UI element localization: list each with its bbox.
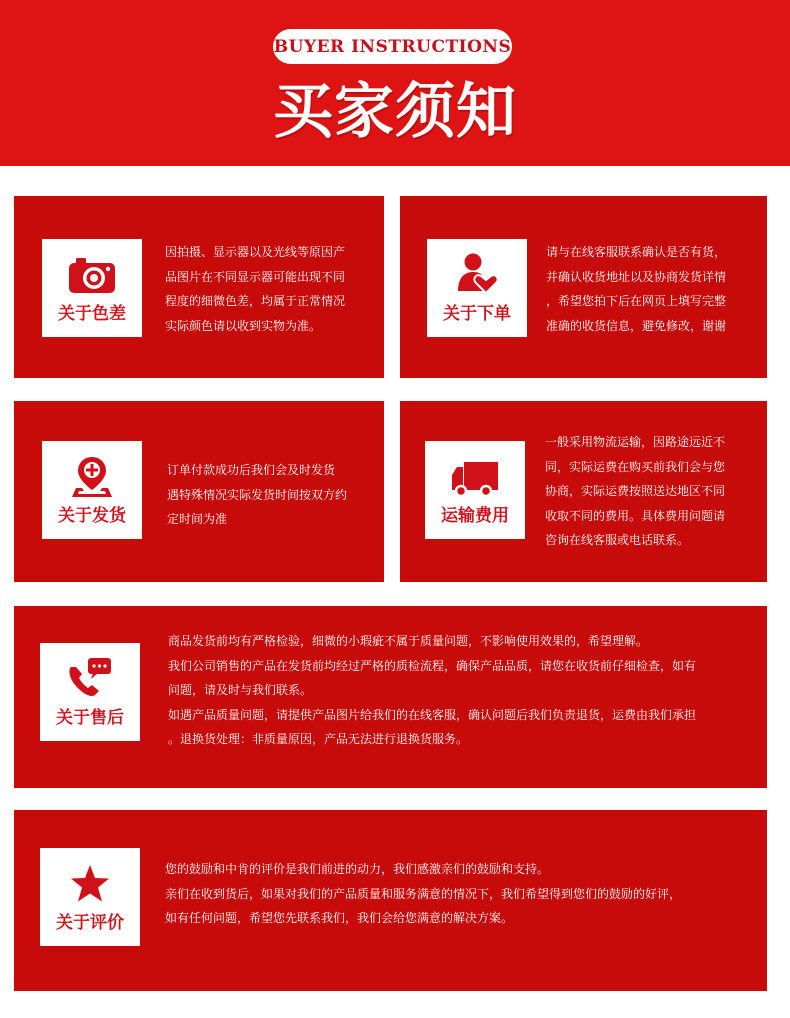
icon-box-order <box>427 239 527 337</box>
card-label-review: 关于评价 <box>56 913 124 933</box>
text-line: 请与在线客服联系确认是否有货， <box>546 245 727 259</box>
icon-box-color <box>42 239 142 337</box>
header-banner <box>0 0 790 166</box>
text-line: 商品发货前均有严格检验，细微的小瑕疵不属于质量问题，不影响使用效果的，希望理解。 <box>168 634 649 648</box>
text-line: 一般采用物流运输，因路途远近不 <box>545 435 726 449</box>
card-text-shipping <box>167 458 347 532</box>
text-line: 并确认收货地址以及协商发货详情 <box>546 269 727 284</box>
card-label-color: 关于色差 <box>58 304 126 324</box>
text-line: 订单付款成功后我们会及时发货 <box>167 463 336 477</box>
text-line: 实际颜色请以收到实物为准。 <box>165 318 322 333</box>
text-line: 。退换货处理：非质量原因，产品无法进行退换货服务。 <box>168 732 469 746</box>
text-line: 我们公司销售的产品在发货前均经过严格的质检流程，确保产品品质，请您在收货前仔细检查，如有 <box>168 658 697 673</box>
text-line: 咨询在线客服或电话联系。 <box>545 533 690 547</box>
text-line: 收取不同的费用。具体费用问题请 <box>545 508 726 523</box>
icon-box-freight <box>425 441 525 539</box>
card-text-color <box>165 240 345 338</box>
icon-box-shipping <box>42 441 142 539</box>
truck-icon <box>450 459 500 499</box>
card-text-after-sale <box>168 629 696 752</box>
card-label-freight: 运输费用 <box>441 506 509 526</box>
text-line: 亲们在收到货后，如果对我们的产品质量和服务满意的情况下，我们希望得到您们的鼓励的好评， <box>165 886 682 901</box>
page-title: 买家须知 <box>273 77 517 147</box>
subtitle-pill <box>273 29 512 64</box>
subtitle-text: BUYER INSTRUCTIONS <box>273 36 512 57</box>
camera-icon <box>66 255 118 295</box>
card-color-difference <box>14 196 384 378</box>
text-line: 问题，请及时与我们联系。 <box>168 683 313 697</box>
location-pin-icon <box>70 455 114 499</box>
icon-box-review <box>40 848 140 946</box>
text-line: 协商，实际运费按照送达地区不同 <box>545 484 726 498</box>
text-line: 如有任何问题，希望您先联系我们，我们会给您满意的解决方案。 <box>165 911 514 925</box>
text-line: 因拍摄、显示器以及光线等原因产 <box>165 245 346 259</box>
card-order <box>400 196 767 378</box>
text-line: 如遇产品质量问题，请提供产品图片给我们的在线客服，确认问题后我们负责退货，运费由我们承担 <box>168 707 697 722</box>
card-after-sale <box>14 606 767 788</box>
card-label-after-sale: 关于售后 <box>56 708 124 728</box>
card-review <box>14 810 767 991</box>
card-shipping <box>14 401 384 582</box>
star-icon <box>69 864 111 904</box>
user-heart-icon <box>455 251 499 295</box>
text-line: 同，实际运费在购买前我们会与您 <box>545 459 726 474</box>
card-text-freight <box>545 430 725 553</box>
text-line: 品图片在不同显示器可能出现不同 <box>165 269 346 284</box>
text-line: 遇特殊情况实际发货时间按双方约 <box>167 487 348 502</box>
text-line: 程度的细微色差，均属于正常情况 <box>165 294 346 308</box>
icon-box-after-sale <box>40 643 140 741</box>
card-text-review <box>165 857 681 931</box>
phone-chat-icon <box>66 656 114 700</box>
card-freight <box>400 401 767 582</box>
text-line: 准确的收货信息，避免修改，谢谢 <box>546 318 727 333</box>
card-label-order: 关于下单 <box>443 304 511 324</box>
text-line: ，希望您拍下后在网页上填写完整 <box>546 294 727 308</box>
text-line: 定时间为准 <box>167 512 228 526</box>
card-text-order <box>546 240 726 338</box>
text-line: 您的鼓励和中肯的评价是我们前进的动力，我们感激亲们的鼓励和支持。 <box>165 862 550 876</box>
card-label-shipping: 关于发货 <box>58 506 126 526</box>
